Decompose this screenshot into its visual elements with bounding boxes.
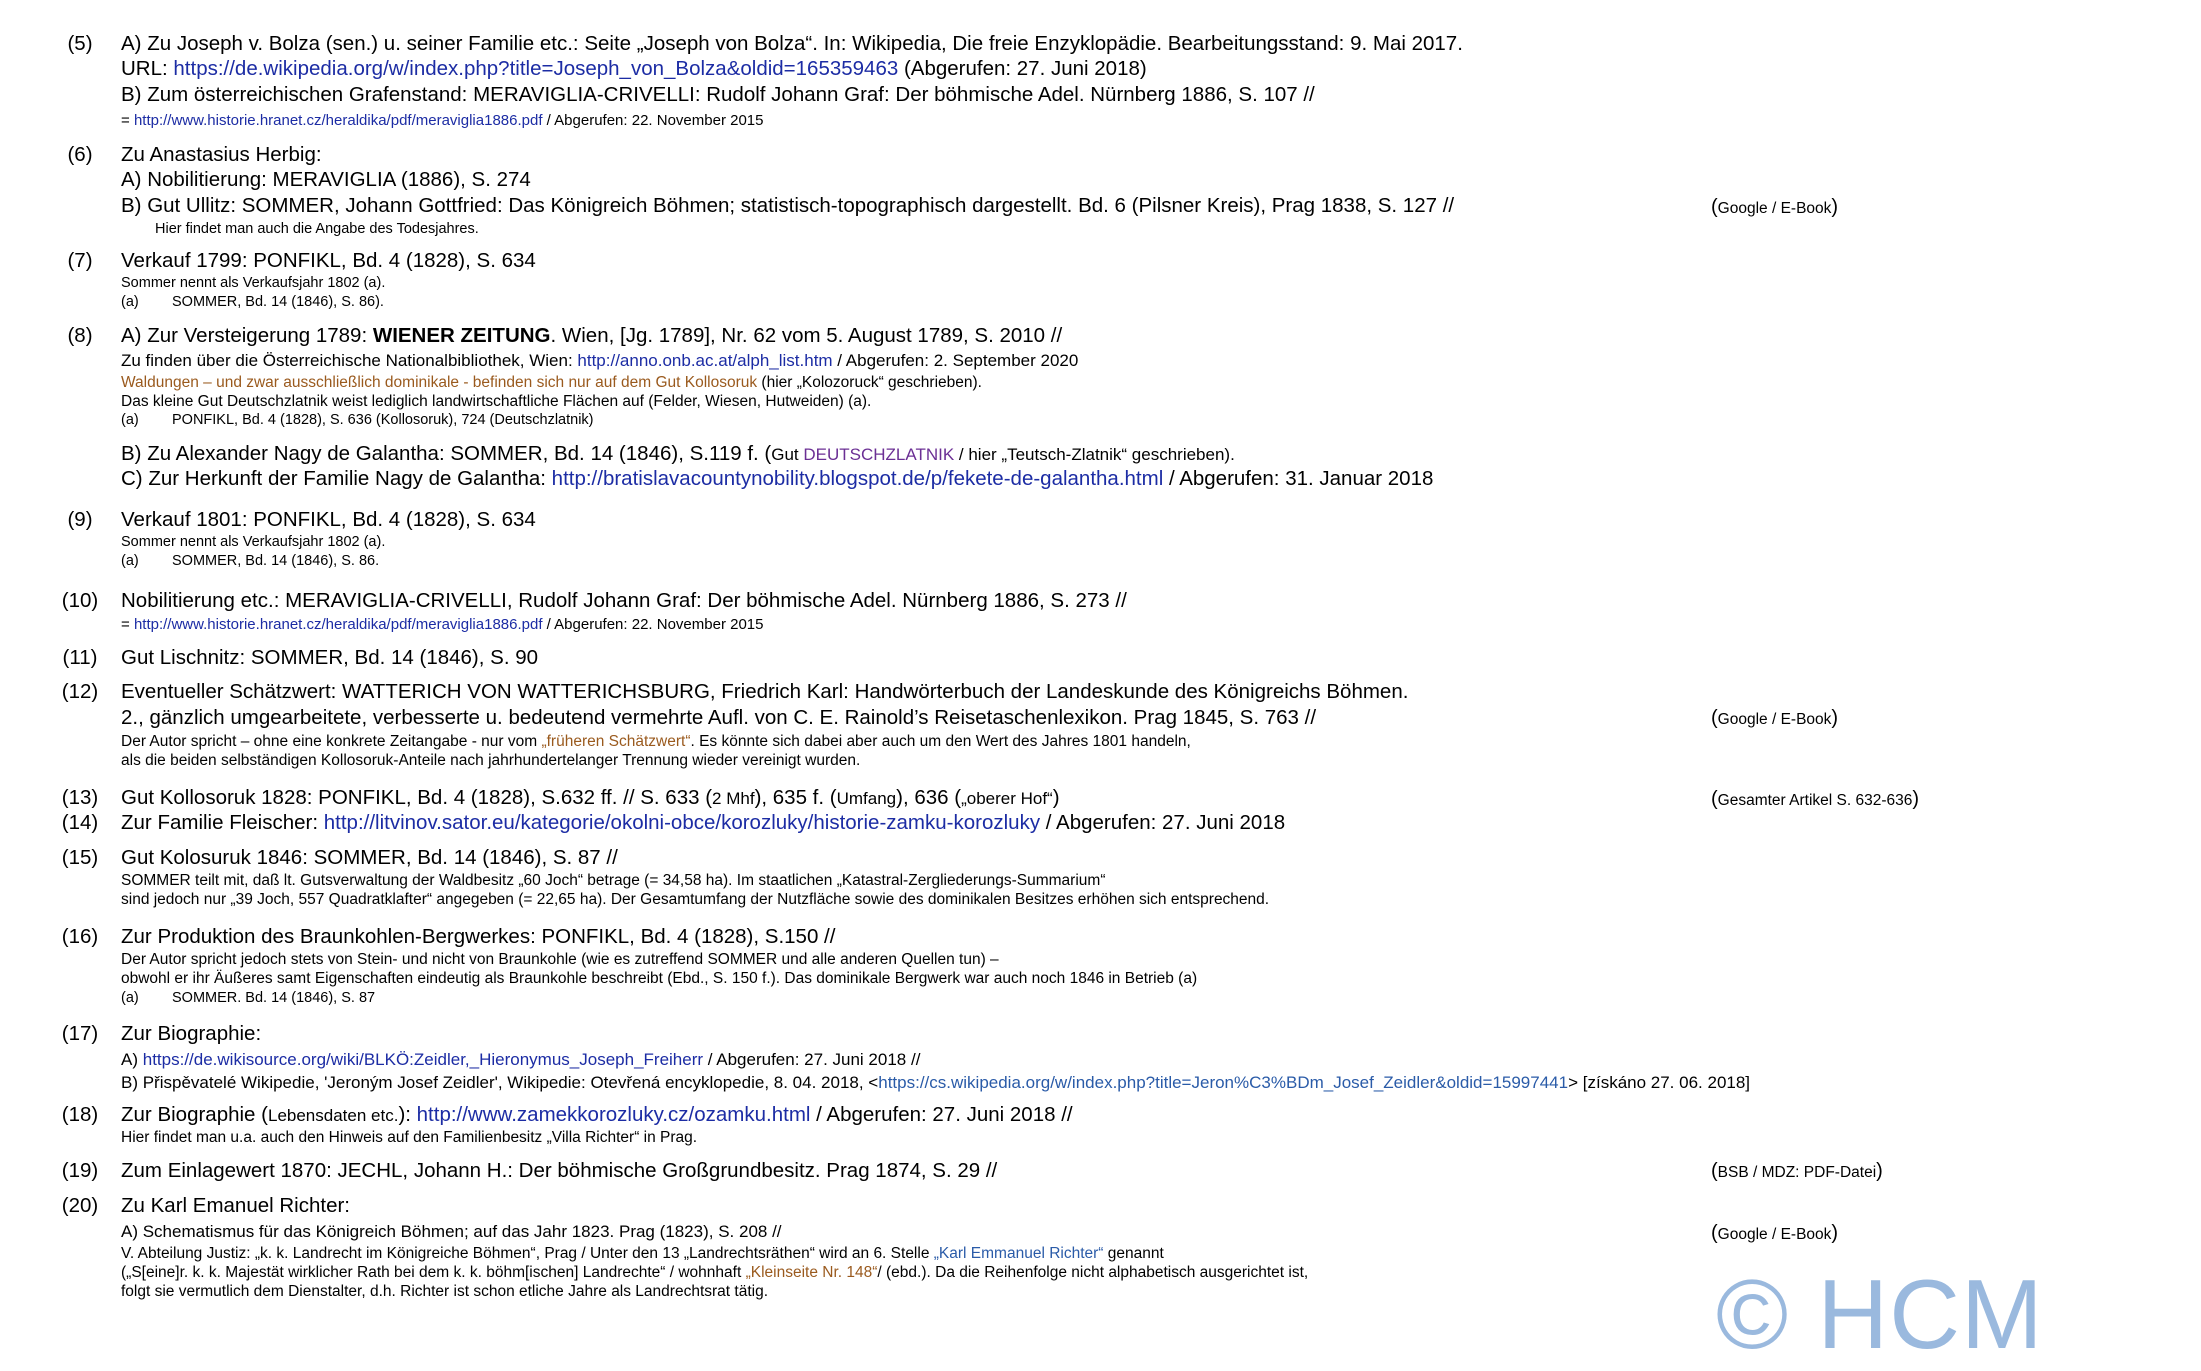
- footnote-note: folgt sie vermutlich dem Dienstalter, d.h. Richter ist schon etliche Jahre als Landrechtsrat tätig.: [121, 1283, 768, 1300]
- highlighted-text: „Kleinseite Nr. 148“: [745, 1264, 878, 1281]
- footnote-note: als die beiden selbständigen Kollosoruk-Anteile nach jahrhundertelanger Trennung wieder vereinigt wurden.: [121, 752, 861, 769]
- footnote-find-line: [121, 351, 1078, 371]
- paren: ): [1876, 1160, 1883, 1182]
- footnote-ref: SOMMER, Bd. 14 (1846), S. 86).: [172, 294, 384, 310]
- footnote-text: Eventueller Schätzwert: WATTERICH VON WATTERICHSBURG, Friedrich Karl: Handwörterbuch der Landeskunde des Königreichs Böhmen.: [121, 680, 1409, 703]
- footnote-title: Zur Biographie:: [121, 1022, 262, 1045]
- footnote-number: (18): [61, 1103, 99, 1126]
- footnote-number: (20): [61, 1194, 99, 1217]
- footnote-number: (7): [67, 249, 93, 272]
- footnote-note: Hier findet man auch die Angabe des Todesjahres.: [155, 221, 479, 237]
- footnote-text: [121, 786, 1060, 810]
- footnote-link-line: [121, 616, 763, 633]
- footnote-number: (11): [62, 646, 98, 669]
- footnote-text: B) Gut Ullitz: SOMMER, Johann Gottfried: Das Königreich Böhmen; statistisch-topographisch dargestellt. Bd. 6 (Pilsner Kreis), Prag 1838, S. 127 //: [121, 194, 1455, 217]
- footnote-note: obwohl er ihr Äußeres samt Eigenschaften eindeutig als Braunkohle beschreibt (Ebd., S. 150 f.). Das dominikale Bergwerk war auch noch 1846 in Betrieb (a): [121, 970, 1198, 987]
- text: „oberer Hof“: [961, 789, 1053, 808]
- source-label: BSB / MDZ: PDF-Datei: [1717, 1164, 1877, 1181]
- footnote-number: (15): [61, 846, 99, 869]
- meraviglia-link[interactable]: http://www.historie.hranet.cz/heraldika/pdf/meraviglia1886.pdf: [133, 112, 543, 129]
- footnote-note: [121, 374, 982, 392]
- text: / Abgerufen: 27. Juni 2018 //: [810, 1103, 1073, 1126]
- text: / Abgerufen: 31. Januar 2018: [1163, 467, 1434, 490]
- text: . Es könnte sich dabei aber auch um den Wert des Jahres 1801 handeln,: [690, 733, 1191, 750]
- eq-sign: =: [121, 112, 134, 129]
- paren: (: [1711, 196, 1718, 218]
- footnote-note: Sommer nennt als Verkaufsjahr 1802 (a).: [121, 534, 386, 550]
- text: Zu finden über die Österreichische Nationalbibliothek, Wien:: [121, 351, 578, 370]
- text: Umfang: [836, 789, 897, 808]
- retrieved-text: (Abgerufen: 27. Juni 2018): [898, 57, 1147, 80]
- source-label: Google / E-Book: [1717, 1226, 1832, 1243]
- footnote-number: (9): [67, 508, 93, 531]
- highlighted-text: DEUTSCHZLATNIK: [803, 445, 955, 464]
- footnote-text: [121, 442, 1235, 466]
- footnote-text: [121, 1103, 1073, 1127]
- footnote-number: (10): [61, 589, 99, 612]
- source-note: [1711, 707, 1838, 730]
- footnote-note: [121, 1264, 1308, 1282]
- source-note: [1711, 196, 1838, 219]
- footnote-title: Zur Produktion des Braunkohlen-Bergwerkes: PONFIKL, Bd. 4 (1828), S.150 //: [121, 925, 836, 948]
- wikipedia-link[interactable]: https://de.wikipedia.org/w/index.php?title=Joseph_von_Bolza&oldid=165359463: [173, 57, 899, 80]
- text: B) Přispěvatelé Wikipedie, 'Jeroným Josef Zeidler', Wikipedie: Otevřená encyklopedie, 8. 04. 2018, <: [121, 1073, 879, 1092]
- retrieved-text: / Abgerufen: 22. November 2015: [542, 112, 764, 129]
- footnote-number: (17): [61, 1022, 99, 1045]
- footnote-note: Sommer nennt als Verkaufsjahr 1802 (a).: [121, 275, 386, 291]
- footnote-ref-marker: (a): [121, 553, 139, 569]
- footnote-number: (14): [61, 811, 99, 834]
- litvinov-link[interactable]: http://litvinov.sator.eu/kategorie/okolni-obce/korozluky/historie-zamku-korozluky: [323, 811, 1041, 834]
- paren: ): [1912, 788, 1920, 810]
- footnote-title: Zum Einlagewert 1870: JECHL, Johann H.: Der böhmische Großgrundbesitz. Prag 1874, S. 29 //: [121, 1159, 998, 1182]
- text: / Abgerufen: 2. September 2020: [832, 351, 1079, 370]
- footnote-note: [121, 1245, 1164, 1263]
- footnote-number: (13): [61, 786, 99, 809]
- nobility-link[interactable]: http://bratislavacountynobility.blogspot.de/p/fekete-de-galantha.html: [551, 467, 1164, 490]
- footnote-note: SOMMER teilt mit, daß lt. Gutsverwaltung der Waldbesitz „60 Joch“ betrage (= 34,58 ha). Im staatlichen „Katastral-Zergliederungs-Summarium“: [121, 872, 1106, 889]
- footnote-ref: SOMMER. Bd. 14 (1846), S. 87: [172, 990, 376, 1006]
- footnote-url-line: [121, 57, 1147, 81]
- text: A): [121, 1050, 143, 1069]
- paren: ): [1831, 1222, 1839, 1244]
- zamek-link[interactable]: http://www.zamekkorozluky.cz/ozamku.html: [416, 1103, 811, 1126]
- footnote-ref-marker: (a): [121, 990, 139, 1006]
- footnote-text: [121, 811, 1285, 835]
- text: Der Autor spricht – ohne eine konkrete Zeitangabe - nur vom: [121, 733, 542, 750]
- text: („S[eine]r. k. k. Majestät wirklicher Rath bei dem k. k. böhm[ischen] Landrechte“ / wohnhaft: [121, 1264, 746, 1281]
- source-note: [1711, 1222, 1838, 1245]
- text: ), 635 f. (: [754, 786, 837, 809]
- text: 2 Mhf: [712, 789, 755, 808]
- text: / (ebd.). Da die Reihenfolge nicht alphabetisch ausgerichtet ist,: [877, 1264, 1309, 1281]
- footnote-number: (5): [67, 32, 93, 55]
- text: / hier „Teutsch-Zlatnik“ geschrieben).: [954, 445, 1235, 464]
- text: Zur Familie Fleischer:: [121, 811, 324, 834]
- footnote-ref-marker: (a): [121, 294, 139, 310]
- source-label: Google / E-Book: [1717, 711, 1832, 728]
- footnote-title: Verkauf 1799: PONFIKL, Bd. 4 (1828), S. 634: [121, 249, 536, 272]
- text: ):: [398, 1103, 417, 1126]
- text: B) Zu Alexander Nagy de Galantha: SOMMER, Bd. 14 (1846), S.119 f. (: [121, 442, 772, 465]
- text: / Abgerufen: 27. Juni 2018 //: [703, 1050, 921, 1069]
- footnote-text: [121, 1050, 920, 1070]
- url-label: URL:: [121, 57, 174, 80]
- footnote-title: Gut Kolosuruk 1846: SOMMER, Bd. 14 (1846), S. 87 //: [121, 846, 618, 869]
- footnote-note: Der Autor spricht jedoch stets von Stein- und nicht von Braunkohle (wie es zutreffend SOMMER und alle anderen Quellen tun) –: [121, 951, 999, 968]
- footnote-text: [121, 1073, 1750, 1093]
- footnote-note: Das kleine Gut Deutschzlatnik weist lediglich landwirtschaftliche Flächen auf (Felder, Wiesen, Hutweiden) (a).: [121, 393, 872, 410]
- highlighted-text: Waldungen – und zwar ausschließlich dominikale - befinden sich nur auf dem Gut Kollosoruk: [121, 374, 758, 391]
- footnote-title: Verkauf 1801: PONFIKL, Bd. 4 (1828), S. 634: [121, 508, 536, 531]
- footnote-title: Zu Karl Emanuel Richter:: [121, 1194, 351, 1217]
- highlighted-text: „früheren Schätzwert“: [541, 733, 691, 750]
- footnote-number: (12): [61, 680, 99, 703]
- paren: ): [1831, 707, 1839, 729]
- text: > [získáno 27. 06. 2018]: [1568, 1073, 1751, 1092]
- text: ): [1052, 786, 1060, 809]
- text: / Abgerufen: 22. November 2015: [542, 616, 764, 633]
- text: C) Zur Herkunft der Familie Nagy de Galantha:: [121, 467, 552, 490]
- text: Gut Kollosoruk 1828: PONFIKL, Bd. 4 (1828), S.632 ff. // S. 633 (: [121, 786, 713, 809]
- text: Gut: [771, 445, 804, 464]
- source-label: Google / E-Book: [1717, 200, 1832, 217]
- footnote-note: Hier findet man u.a. auch den Hinweis auf den Familienbesitz „Villa Richter“ in Prag.: [121, 1129, 698, 1146]
- cs-wikipedia-link[interactable]: https://cs.wikipedia.org/w/index.php?title=Jeron%C3%BDm_Josef_Zeidler&oldid=15997441: [878, 1073, 1569, 1092]
- paren: (: [1711, 1160, 1718, 1182]
- wikisource-link[interactable]: https://de.wikisource.org/wiki/BLKÖ:Zeidler,_Hieronymus_Joseph_Freiherr: [142, 1050, 704, 1069]
- footnote-number: (19): [61, 1159, 99, 1182]
- footnote-number: (6): [67, 143, 93, 166]
- footnote-number: (16): [61, 925, 99, 948]
- newspaper-name: WIENER ZEITUNG: [372, 324, 551, 347]
- footnote-text: [121, 324, 1062, 348]
- footnote-ref: SOMMER, Bd. 14 (1846), S. 86.: [172, 553, 380, 569]
- text: genannt: [1103, 1245, 1164, 1262]
- footnote-number: (8): [67, 324, 93, 347]
- footnote-note: sind jedoch nur „39 Joch, 557 Quadratklafter“ angegeben (= 22,65 ha). Der Gesamtumfang der Nutzfläche sowie des dominikalen Besitzes erhöhen sich entsprechend.: [121, 891, 1270, 908]
- highlighted-text: „Karl Emmanuel Richter“: [933, 1245, 1104, 1262]
- source-note: [1711, 788, 1919, 811]
- text: A) Zur Versteigerung 1789:: [121, 324, 373, 347]
- anno-link[interactable]: http://anno.onb.ac.at/alph_list.htm: [577, 351, 833, 370]
- text: Zur Biographie (: [121, 1103, 268, 1126]
- footnote-text: A) Nobilitierung: MERAVIGLIA (1886), S. 274: [121, 168, 531, 191]
- source-label: Gesamter Artikel S. 632-636: [1717, 792, 1913, 809]
- footnote-text: [121, 467, 1433, 491]
- paren: ): [1831, 196, 1839, 218]
- footnote-text: A) Zu Joseph v. Bolza (sen.) u. seiner Familie etc.: Seite „Joseph von Bolza“. In: Wikipedia, Die freie Enzyklopädie. Bearbeitungsstand: 9. Mai 2017.: [121, 32, 1463, 55]
- footnote-title: Nobilitierung etc.: MERAVIGLIA-CRIVELLI, Rudolf Johann Graf: Der böhmische Adel. Nürnberg 1886, S. 273 //: [121, 589, 1127, 612]
- copyright-watermark: © HCM: [1716, 1259, 2044, 1369]
- footnote-title: Gut Lischnitz: SOMMER, Bd. 14 (1846), S. 90: [121, 646, 539, 669]
- footnote-text: B) Zum österreichischen Grafenstand: MERAVIGLIA-CRIVELLI: Rudolf Johann Graf: Der böhmische Adel. Nürnberg 1886, S. 107 //: [121, 83, 1315, 106]
- meraviglia-link[interactable]: http://www.historie.hranet.cz/heraldika/pdf/meraviglia1886.pdf: [133, 616, 543, 633]
- paren: (: [1711, 788, 1718, 810]
- footnote-text: 2., gänzlich umgearbeitete, verbesserte u. bedeutend vermehrte Aufl. von C. E. Rainold’s Reisetaschenlexikon. Prag 1845, S. 763 //: [121, 706, 1317, 729]
- source-note: [1711, 1160, 1883, 1183]
- footnote-title: Zu Anastasius Herbig:: [121, 143, 322, 166]
- text: Lebensdaten etc.: [267, 1106, 399, 1125]
- text: ), 636 (: [896, 786, 962, 809]
- eq-sign: =: [121, 616, 134, 633]
- footnote-note: [121, 733, 1191, 751]
- paren: (: [1711, 1222, 1718, 1244]
- footnote-text: A) Schematismus für das Königreich Böhmen; auf das Jahr 1823. Prag (1823), S. 208 //: [121, 1222, 782, 1241]
- footnote-link-line: [121, 112, 763, 129]
- text: (hier „Kolozoruck“ geschrieben).: [757, 374, 982, 391]
- footnote-ref-marker: (a): [121, 412, 139, 428]
- text: V. Abteilung Justiz: „k. k. Landrecht im Königreiche Böhmen“, Prag / Unter den 13 „Landrechtsräthen“ wird an 6. Stelle: [121, 1245, 934, 1262]
- footnote-ref: PONFIKL, Bd. 4 (1828), S. 636 (Kollosoruk), 724 (Deutschzlatnik): [172, 412, 594, 428]
- paren: (: [1711, 707, 1718, 729]
- text: . Wien, [Jg. 1789], Nr. 62 vom 5. August 1789, S. 2010 //: [550, 324, 1063, 347]
- text: / Abgerufen: 27. Juni 2018: [1040, 811, 1286, 834]
